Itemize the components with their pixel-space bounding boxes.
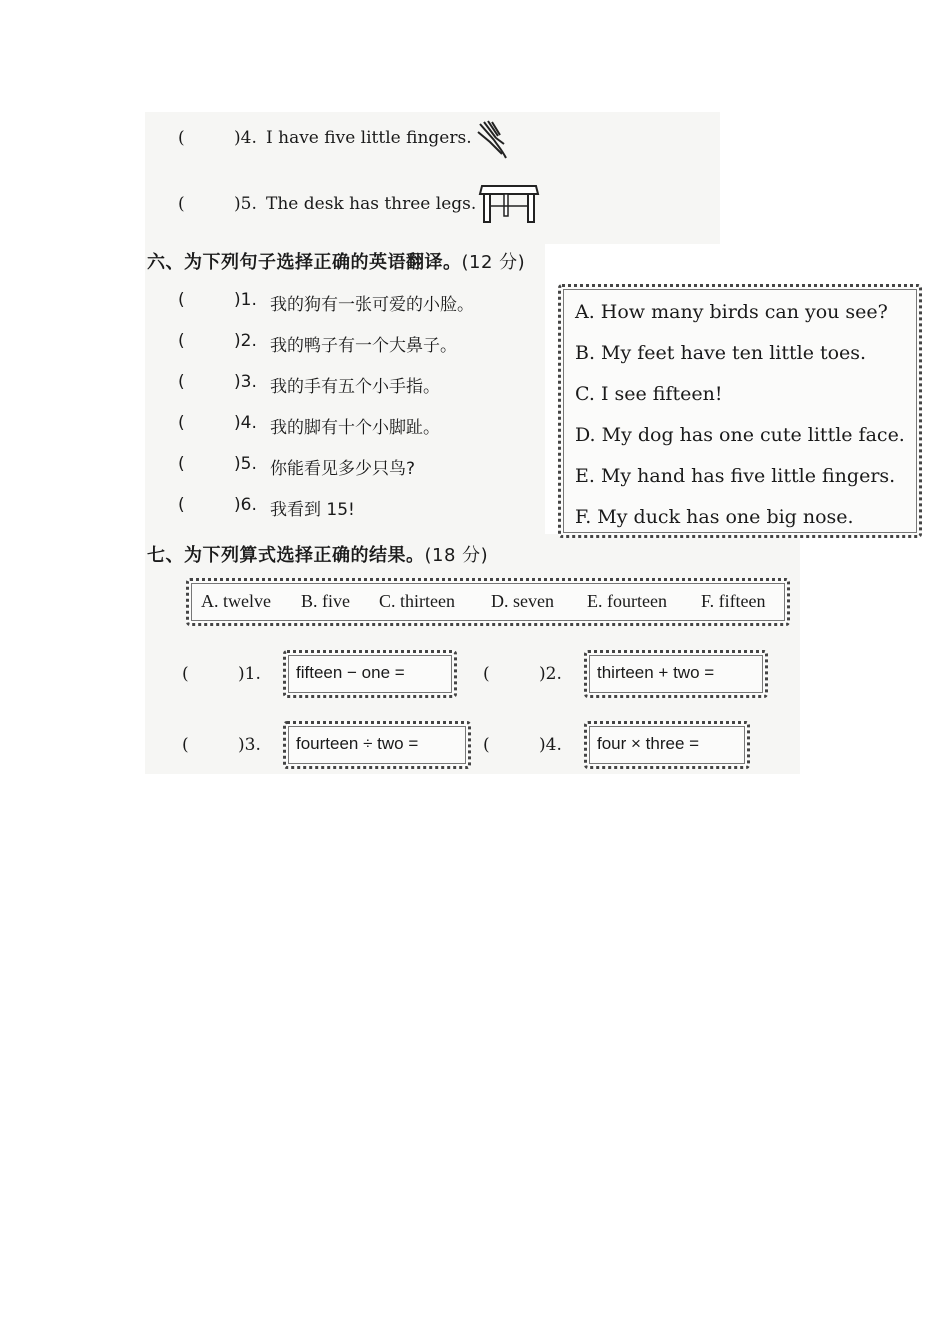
results-options-box	[186, 578, 790, 626]
result-option-d: D. seven	[491, 591, 554, 611]
answer-paren[interactable]: (	[178, 194, 185, 214]
question-text: 我的鸭子有一个大鼻子。	[270, 336, 457, 356]
option-b: B. My feet have ten little toes.	[575, 342, 867, 364]
question-number: )1.	[234, 290, 257, 310]
question-text: I have five little fingers.	[266, 128, 472, 148]
section-7-score: (18 分)	[424, 545, 489, 566]
question-text: The desk has three legs.	[266, 194, 477, 214]
answer-paren[interactable]: (	[178, 495, 185, 515]
option-e: E. My hand has five little fingers.	[575, 465, 896, 487]
hand-icon	[474, 118, 510, 160]
answer-paren[interactable]: (	[178, 128, 185, 148]
question-number: )2.	[539, 664, 562, 684]
answer-paren[interactable]: (	[182, 664, 189, 684]
question-number: )4.	[234, 128, 257, 148]
option-f: F. My duck has one big nose.	[575, 506, 854, 528]
option-c: C. I see fifteen!	[575, 383, 723, 405]
question-text: 我看到 15!	[270, 500, 355, 520]
question-text: 你能看见多少只鸟?	[270, 459, 416, 479]
translation-options-box	[558, 284, 922, 538]
expression-box	[584, 650, 768, 698]
answer-paren[interactable]: (	[483, 735, 490, 755]
question-number: )1.	[238, 664, 261, 684]
question-number: )5.	[234, 454, 257, 474]
section-6-score: (12 分)	[461, 252, 526, 273]
answer-paren[interactable]: (	[178, 290, 185, 310]
section-6-title-text: 六、为下列句子选择正确的英语翻译。	[147, 252, 462, 273]
expression-box	[584, 721, 750, 769]
option-a: A. How many birds can you see?	[575, 301, 888, 323]
question-number: )4.	[539, 735, 562, 755]
result-option-c: C. thirteen	[379, 591, 455, 611]
question-number: )6.	[234, 495, 257, 515]
question-text: 我的手有五个小手指。	[270, 377, 440, 397]
result-option-e: E. fourteen	[587, 591, 667, 611]
expression-text: thirteen + two =	[597, 663, 715, 682]
answer-paren[interactable]: (	[178, 413, 185, 433]
question-text: 我的脚有十个小脚趾。	[270, 418, 440, 438]
expression-text: four × three =	[597, 734, 700, 753]
question-number: )4.	[234, 413, 257, 433]
section-6-title	[147, 248, 525, 274]
option-d: D. My dog has one cute little face.	[575, 424, 905, 446]
result-option-a: A. twelve	[201, 591, 271, 611]
answer-paren[interactable]: (	[483, 664, 490, 684]
answer-paren[interactable]: (	[178, 372, 185, 392]
desk-icon	[476, 182, 542, 224]
question-number: )5.	[234, 194, 257, 214]
answer-paren[interactable]: (	[182, 735, 189, 755]
expression-text: fourteen ÷ two =	[296, 734, 419, 753]
question-number: )3.	[238, 735, 261, 755]
section-7-title-text: 七、为下列算式选择正确的结果。	[147, 545, 425, 566]
question-number: )2.	[234, 331, 257, 351]
result-option-f: F. fifteen	[701, 591, 766, 611]
result-option-b: B. five	[301, 591, 350, 611]
expression-box	[283, 650, 457, 698]
answer-paren[interactable]: (	[178, 454, 185, 474]
expression-text: fifteen − one =	[296, 663, 405, 682]
section-7-title	[147, 541, 488, 567]
question-text: 我的狗有一张可爱的小脸。	[270, 295, 474, 315]
expression-box	[283, 721, 471, 769]
question-number: )3.	[234, 372, 257, 392]
answer-paren[interactable]: (	[178, 331, 185, 351]
